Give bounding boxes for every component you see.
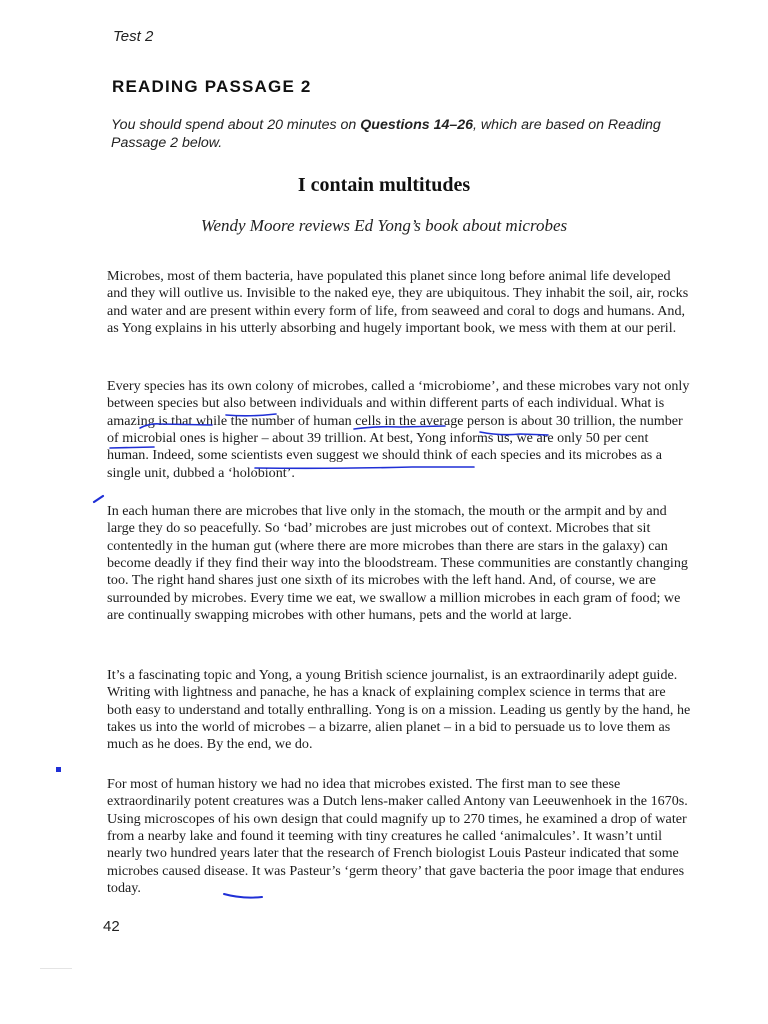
- paragraph-2: Every species has its own colony of microbes, called a ‘microbiome’, and these microbes vary not only between species but also between individuals and within different parts of each individual. What is amazing is that while the number of human cells in the average person is about 30 trillion, the number of microbial ones is higher – about 39 trillion. At best, Yong informs us, we are only 50 per cent human. Indeed, some scientists even suggest we should think of each species and its microbes as a single unit, dubbed a ‘holobiont’.: [107, 378, 690, 481]
- instructions-questions: Questions 14–26: [360, 117, 474, 133]
- paragraph-4: It’s a fascinating topic and Yong, a young British science journalist, is an extraordinarily adept guide. Writing with lightness and panache, he has a knack of explaining complex science in terms that are both easy to understand and totally enthralling. Yong is on a mission. Leading us gently by the hand, he takes us into the world of microbes – a bizarre, alien planet – in a bid to persuade us to love them as much as he does. By the end, we do.: [107, 667, 691, 753]
- scan-artifact-line: [40, 968, 72, 969]
- page-number: 42: [103, 918, 120, 935]
- paragraph-5: For most of human history we had no idea that microbes existed. The first man to see these extraordinarily potent creatures was a Dutch lens-maker called Antony van Leeuwenhoek in the 1670s. Using microscopes of his own design that could magnify up to 270 times, he examined a drop of water from a nearby lake and found it teeming with tiny creatures he called ‘animalcules’. It wasn’t until nearly two hundred years later that the research of French biologist Louis Pasteur indicated that some microbes caused disease. It was Pasteur’s ‘germ theory’ that gave bacteria the poor image that endures today.: [107, 776, 688, 896]
- paragraph-3: In each human there are microbes that live only in the stomach, the mouth or the armpit and by and large they do so peacefully. So ‘bad’ microbes are just microbes out of context. Microbes that sit contentedly in the human gut (where there are more microbes than there are stars in the galaxy) can become deadly if they find their way into the bloodstream. These communities are constantly changing too. The right hand shares just one sixth of its microbes with the left hand. And, of course, we are surrounded by microbes. Every time we eat, we swallow a million microbes in each gram of food; we are continually swapping microbes with other humans, pets and the world at large.: [107, 503, 688, 623]
- article-title: I contain multitudes: [297, 174, 471, 196]
- paragraph-1: Microbes, most of them bacteria, have populated this planet since long before animal life developed and they will outlive us. Invisible to the naked eye, they are ubiquitous. They inhabit the soil, air, rocks and water and are present within every form of life, from seaweed and coral to dogs and humans. And, as Yong explains in his utterly absorbing and hugely important book, we mess with them at our peril.: [107, 268, 689, 336]
- article-subtitle: Wendy Moore reviews Ed Yong’s book about microbes: [200, 216, 568, 235]
- instructions: [111, 116, 711, 152]
- instructions-suffix: , which are based on Reading Passage 2 below.: [111, 117, 661, 151]
- margin-mark-paragraph-3: [94, 496, 103, 502]
- test-label: Test 2: [113, 28, 154, 45]
- passage-heading: READING PASSAGE 2: [112, 77, 312, 96]
- instructions-prefix: You should spend about 20 minutes on: [111, 117, 361, 133]
- margin-dot-paragraph-5: [56, 767, 61, 772]
